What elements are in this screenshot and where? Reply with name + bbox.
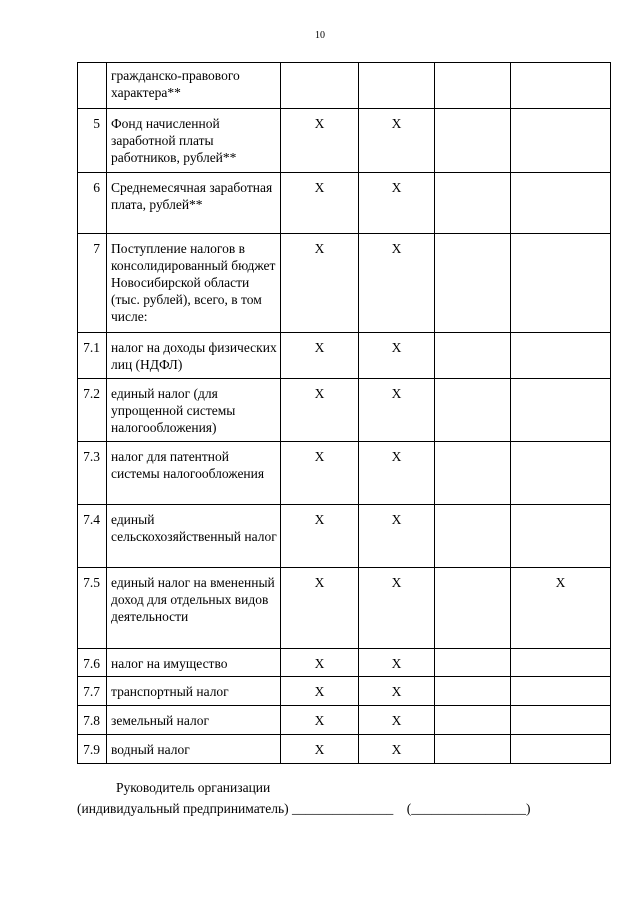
table-row xyxy=(78,333,611,379)
row-label: единый сельскохозяйственный налог xyxy=(107,505,281,568)
table-row xyxy=(78,505,611,568)
row-label: налог на имущество xyxy=(107,649,281,677)
row-label: водный налог xyxy=(107,735,281,764)
row-cell xyxy=(435,379,511,442)
report-table xyxy=(77,62,611,764)
row-number: 7.3 xyxy=(78,442,107,505)
row-number: 7 xyxy=(78,234,107,333)
row-cell: Х xyxy=(359,677,435,706)
row-cell xyxy=(511,234,611,333)
row-cell: Х xyxy=(359,649,435,677)
row-label: единый налог (для упрощенной системы налогообложения) xyxy=(107,379,281,442)
table-row xyxy=(78,234,611,333)
row-label: Среднемесячная заработная плата, рублей** xyxy=(107,173,281,234)
row-cell xyxy=(511,649,611,677)
row-label: транспортный налог xyxy=(107,677,281,706)
row-cell: Х xyxy=(281,735,359,764)
row-cell: Х xyxy=(359,442,435,505)
row-cell: Х xyxy=(281,568,359,649)
row-cell: Х xyxy=(281,649,359,677)
row-cell xyxy=(511,379,611,442)
row-cell: Х xyxy=(359,568,435,649)
table-row xyxy=(78,649,611,677)
row-cell xyxy=(511,173,611,234)
row-number: 6 xyxy=(78,173,107,234)
row-label: Фонд начисленной заработной платы работников, рублей** xyxy=(107,109,281,173)
row-cell: Х xyxy=(281,173,359,234)
row-number xyxy=(78,63,107,109)
row-label: налог на доходы физических лиц (НДФЛ) xyxy=(107,333,281,379)
row-cell xyxy=(435,109,511,173)
row-cell xyxy=(435,505,511,568)
row-cell: Х xyxy=(359,505,435,568)
row-cell xyxy=(435,234,511,333)
row-cell: Х xyxy=(281,234,359,333)
row-label: земельный налог xyxy=(107,706,281,735)
row-cell xyxy=(359,63,435,109)
signature-title: Руководитель организации xyxy=(116,780,271,795)
row-cell xyxy=(435,735,511,764)
table-row xyxy=(78,109,611,173)
row-cell xyxy=(435,173,511,234)
row-cell xyxy=(435,442,511,505)
row-cell: Х xyxy=(359,173,435,234)
table-row xyxy=(78,379,611,442)
row-cell xyxy=(511,442,611,505)
table-row xyxy=(78,63,611,109)
row-cell: Х xyxy=(281,505,359,568)
row-number: 7.2 xyxy=(78,379,107,442)
row-cell: Х xyxy=(359,706,435,735)
row-cell xyxy=(435,649,511,677)
table-row xyxy=(78,442,611,505)
row-cell xyxy=(435,333,511,379)
row-cell: Х xyxy=(281,333,359,379)
row-cell xyxy=(511,505,611,568)
row-cell: Х xyxy=(511,568,611,649)
row-number: 7.5 xyxy=(78,568,107,649)
row-label: единый налог на вмененный доход для отдельных видов деятельности xyxy=(107,568,281,649)
row-number: 7.4 xyxy=(78,505,107,568)
signature-line: (индивидуальный предприниматель) _______________ (_________________) xyxy=(77,801,531,816)
row-cell xyxy=(435,677,511,706)
row-number: 5 xyxy=(78,109,107,173)
row-cell xyxy=(511,63,611,109)
row-cell: Х xyxy=(359,109,435,173)
row-cell xyxy=(511,706,611,735)
row-number: 7.9 xyxy=(78,735,107,764)
row-cell: Х xyxy=(359,333,435,379)
table-row xyxy=(78,735,611,764)
table-row xyxy=(78,568,611,649)
table-row xyxy=(78,173,611,234)
row-cell xyxy=(511,735,611,764)
row-cell: Х xyxy=(359,234,435,333)
row-cell xyxy=(511,333,611,379)
row-number: 7.8 xyxy=(78,706,107,735)
table-row xyxy=(78,706,611,735)
row-cell: Х xyxy=(281,442,359,505)
table-row xyxy=(78,677,611,706)
row-number: 7.6 xyxy=(78,649,107,677)
row-cell: Х xyxy=(281,379,359,442)
row-label: гражданско-правового характера** xyxy=(107,63,281,109)
row-cell: Х xyxy=(281,109,359,173)
page-number: 10 xyxy=(315,30,325,41)
row-cell xyxy=(511,677,611,706)
row-cell: Х xyxy=(281,706,359,735)
row-cell xyxy=(281,63,359,109)
row-number: 7.7 xyxy=(78,677,107,706)
row-label: Поступление налогов в консолидированный бюджет Новосибирской области (тыс. рублей), всего, в том числе: xyxy=(107,234,281,333)
row-cell xyxy=(511,109,611,173)
row-cell: Х xyxy=(359,379,435,442)
row-cell xyxy=(435,568,511,649)
row-cell xyxy=(435,706,511,735)
row-number: 7.1 xyxy=(78,333,107,379)
row-cell xyxy=(435,63,511,109)
row-label: налог для патентной системы налогообложения xyxy=(107,442,281,505)
row-cell: Х xyxy=(281,677,359,706)
row-cell: Х xyxy=(359,735,435,764)
